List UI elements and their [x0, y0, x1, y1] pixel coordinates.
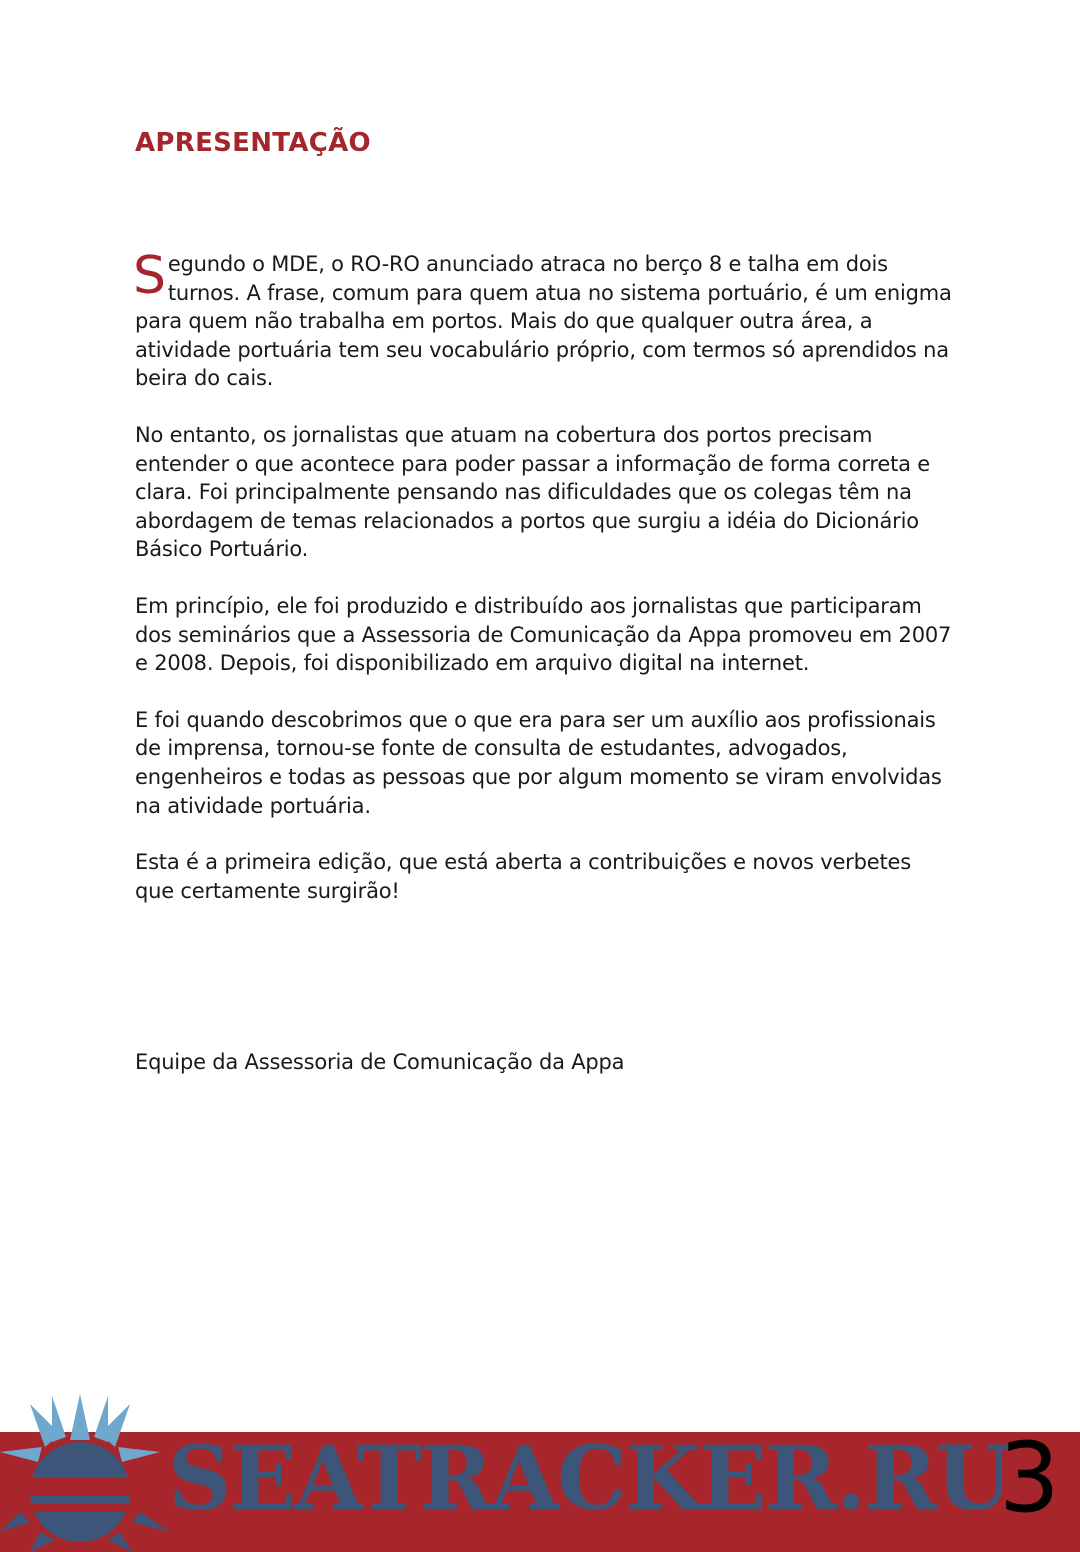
sun-stripe-2: [25, 1504, 140, 1512]
paragraph-3: Em princípio, ele foi produzido e distribuído aos jornalistas que participaram dos seminários que a Assessoria de Comunicação da Appa promoveu em 2007 e 2008. Depois, foi disponibilizado em arquivo digital na internet.: [135, 593, 952, 676]
paragraph-1-text: egundo o MDE, o RO-RO anunciado atraca no berço 8 e talha em dois turnos. A frase, comum para quem atua no sistema portuário, é um enigma para quem não trabalha em portos. Mais do que qualquer outra área, a atividade portuária tem seu vocabulário próprio, com termos só aprendidos na beira do cais.: [135, 252, 952, 391]
signature: Equipe da Assessoria de Comunicação da Appa: [135, 1050, 625, 1074]
paragraph-4: E foi quando descobrimos que o que era para ser um auxílio aos profissionais de imprensa, tornou-se fonte de consulta de estudantes, advogados, engenheiros e todas as pessoas que por algum momento se viram envolvidas na atividade portuária.: [135, 707, 942, 818]
body-text: [133, 246, 955, 933]
sun-stripe-1: [25, 1478, 140, 1496]
page-number: 3: [998, 1422, 1060, 1534]
sun-logo-icon: [0, 1392, 170, 1552]
paragraph-2: No entanto, os jornalistas que atuam na cobertura dos portos precisam entender o que acontece para poder passar a informação de forma correta e clara. Foi principalmente pensando nas dificuldades que os colegas têm na abordagem de temas relacionados a portos que surgiu a idéia do Dicionário Básico Portuário.: [135, 422, 930, 562]
watermark-text: SEATRACKER.RU: [168, 1426, 1011, 1530]
page-title: APRESENTAÇÃO: [135, 128, 371, 158]
paragraph-5: Esta é a primeira edição, que está aberta a contribuições e novos verbetes que certamente surgirão!: [135, 850, 911, 903]
paragraph-1: [133, 246, 955, 393]
drop-cap: S: [133, 246, 166, 306]
